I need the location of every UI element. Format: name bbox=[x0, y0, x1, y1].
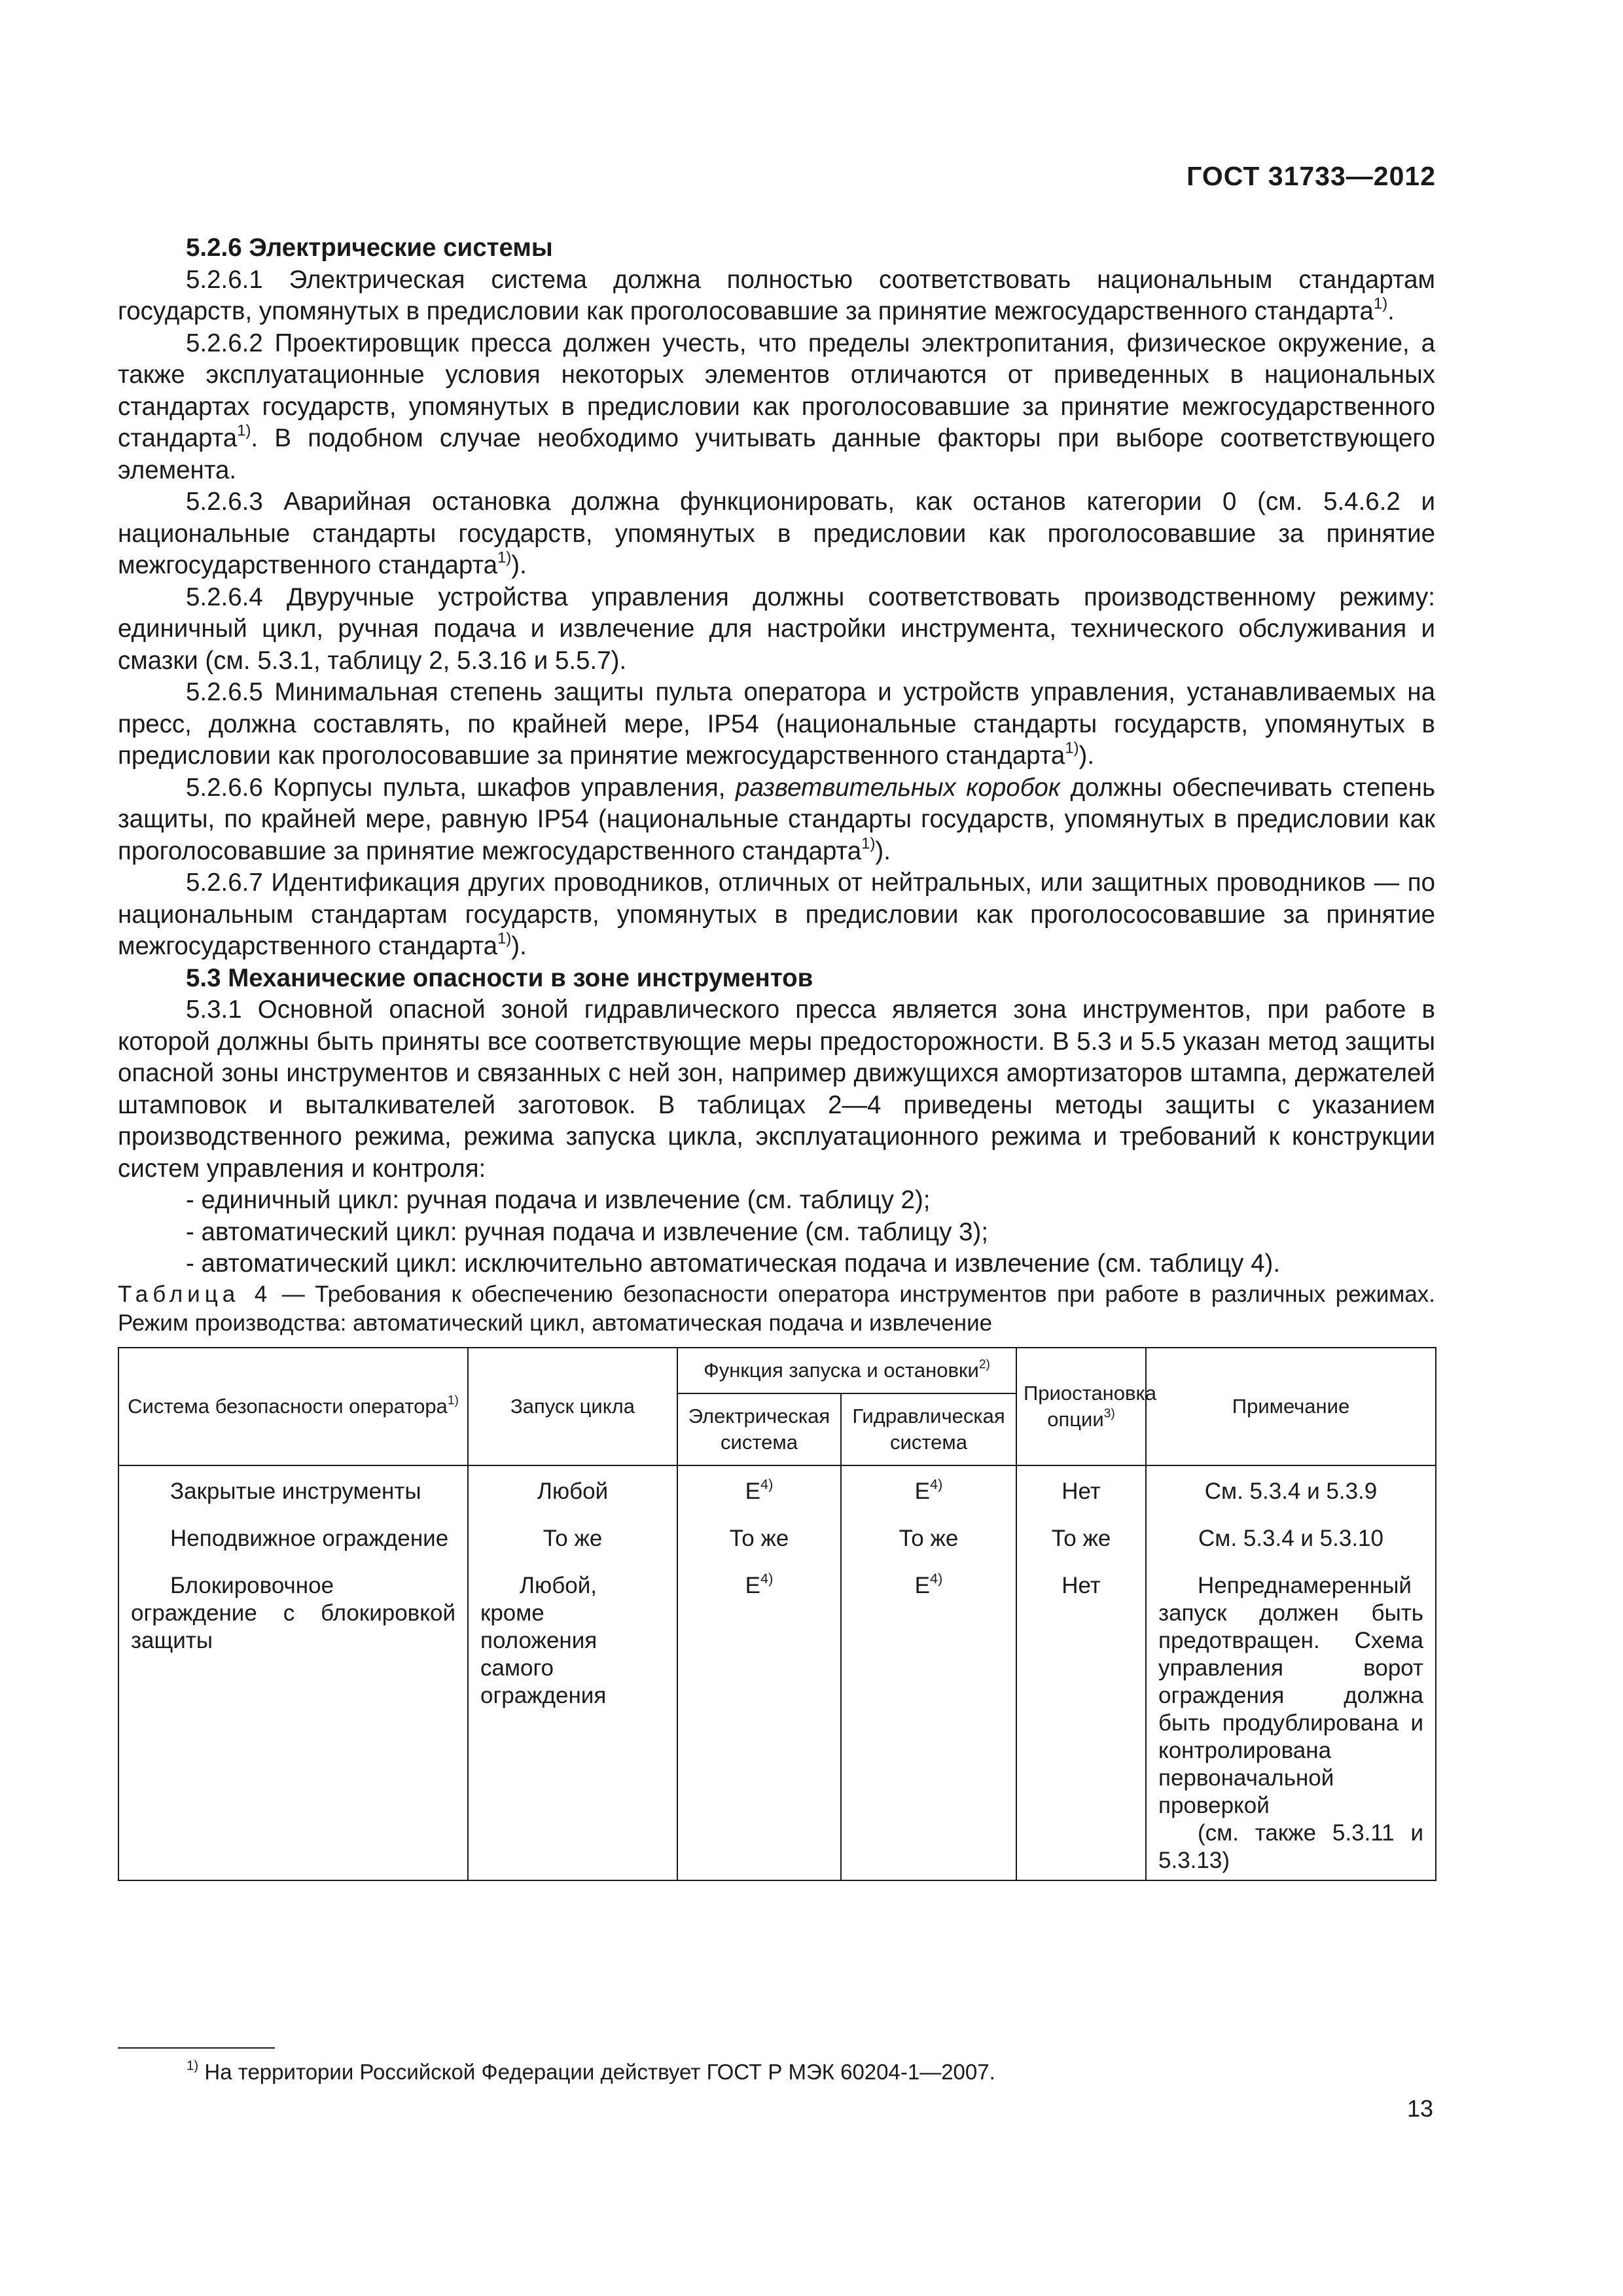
paragraph-5267: 5.2.6.7 Идентификация других проводников, отличных от нейтральных, или защитных проводников — по национальным стандартам государств, упомянутых в предисловии как проголососовавшие за принятие межгосударственного стандарта$^{1)}$). bbox=[118, 869, 1435, 960]
cell-system: Блокировочное ограждение с блокировкой защиты bbox=[118, 1570, 468, 1880]
cell-pause: Нет bbox=[1016, 1465, 1146, 1522]
table-row bbox=[118, 1570, 1436, 1880]
paragraph-5261: 5.2.6.1 Электрическая система должна полностью соответствовать национальным стандартам государств, упомянутых в предисловии как проголосовавшие за принятие межгосударственного стандарта$^{1)}$. bbox=[118, 265, 1435, 325]
list-item: - единичный цикл: ручная подача и извлечение (см. таблицу 2); bbox=[186, 1186, 931, 1214]
cell-note: См. 5.3.4 и 5.3.9 bbox=[1146, 1465, 1436, 1522]
requirements-table bbox=[118, 1347, 1436, 1881]
cell-system: Закрытые инструменты bbox=[118, 1465, 468, 1522]
cell-pause: Нет bbox=[1016, 1570, 1146, 1880]
paragraph-5263: 5.2.6.3 Аварийная остановка должна функционировать, как останов категории 0 (см. 5.4.6.2 и национальные стандарты государств, упомянутых в предисловии как проголосовавшие за принятие межгосударственного стандарта$^{1)}$). bbox=[118, 488, 1435, 579]
header-start: Запуск цикла bbox=[468, 1348, 677, 1465]
cell-start: Любой, кроме положения самого ограждения bbox=[468, 1570, 677, 1880]
cell-hydraulic: То же bbox=[841, 1522, 1016, 1570]
paragraph-5264: 5.2.6.4 Двуручные устройства управления должны соответствовать производственному режиму: единичный цикл, ручная подача и извлечение для настройки инструмента, технического обслуживания и смазки (см. 5.3.1, таблицу 2, 5.3.16 и 5.5.7). bbox=[118, 583, 1435, 675]
paragraph-5266: 5.2.6.6 Корпусы пульта, шкафов управления, разветвительных коробок должны обеспечивать степень защиты, по крайней мере, равную IP54 (национальные стандарты государств, упомянутых в предисловии как проголосовавшие за принятие межгосударственного стандарта$^{1)}$). bbox=[118, 773, 1435, 865]
paragraph-531: 5.3.1 Основной опасной зоной гидравлического пресса является зона инструментов, при работе в которой должны быть приняты все соответствующие меры предосторожности. В 5.3 и 5.5 указан метод защиты опасной зоны инструментов и связанных с ней зон, например движущихся амортизаторов штампа, держателей штамповок и выталкивателей заготовок. В таблицах 2—4 приведены методы защиты с указанием производственного режима, режима запуска цикла, эксплуатационного режима и требований к конструкции систем управления и контроля: bbox=[118, 996, 1435, 1183]
header-system: Система безопасности оператора$^{1)}$ bbox=[118, 1348, 468, 1465]
cell-system: Неподвижное ограждение bbox=[118, 1522, 468, 1570]
header-pause: Приостановка опции$^{3)}$ bbox=[1016, 1348, 1146, 1465]
list-item: - автоматический цикл: ручная подача и извлечение (см. таблицу 3); bbox=[186, 1217, 989, 1246]
cell-pause: То же bbox=[1016, 1522, 1146, 1570]
table-row bbox=[118, 1522, 1436, 1570]
cell-note bbox=[1146, 1570, 1436, 1880]
page-number: 13 bbox=[1406, 2095, 1433, 2122]
cell-note: См. 5.3.4 и 5.3.10 bbox=[1146, 1522, 1436, 1570]
header-electric: Электрическая система bbox=[677, 1393, 841, 1465]
cell-electric: То же bbox=[677, 1522, 841, 1570]
document-body bbox=[118, 232, 1435, 1881]
note-text: Непреднамеренный запуск должен быть предотвращен. Схема управления ворот ограждения должна быть продублирована и контролирована первоначальной проверкой bbox=[1158, 1572, 1424, 1818]
table-row bbox=[118, 1465, 1436, 1522]
paragraph-5265: 5.2.6.5 Минимальная степень защиты пульта оператора и устройств управления, устанавливаемых на пресс, должна составлять, по крайней мере, IP54 (национальные стандарты государств, упомянутых в предисловии как проголосовавшие за принятие межгосударственного стандарта$^{1)}$). bbox=[118, 678, 1435, 770]
cell-electric: $E^{4)}$ bbox=[677, 1570, 841, 1880]
list-item: - автоматический цикл: исключительно автоматическая подача и извлечение (см. таблицу 4). bbox=[186, 1249, 1281, 1278]
header-hydraulic: Гидравлическая система bbox=[841, 1393, 1016, 1465]
cell-hydraulic: $E^{4)}$ bbox=[841, 1465, 1016, 1522]
note-reference: (см. также 5.3.11 и 5.3.13) bbox=[1158, 1820, 1424, 1873]
footnote: $^{1)}$ На территории Российской Федерации действует ГОСТ Р МЭК 60204-1—2007. bbox=[187, 2058, 995, 2084]
cell-hydraulic: $E^{4)}$ bbox=[841, 1570, 1016, 1880]
cell-start: Любой bbox=[468, 1465, 677, 1522]
cell-electric: $E^{4)}$ bbox=[677, 1465, 841, 1522]
cell-start: То же bbox=[468, 1522, 677, 1570]
section-heading-53: 5.3 Механические опасности в зоне инструментов bbox=[186, 963, 813, 992]
standard-number: ГОСТ 31733—2012 bbox=[1186, 161, 1436, 191]
header-note: Примечание bbox=[1146, 1348, 1436, 1465]
table-caption: Таблица 4 — Требования к обеспечению безопасности оператора инструментов при работе в различных режимах. Режим производства: автоматический цикл, автоматическая подача и извлечение bbox=[118, 1281, 1436, 1336]
header-function: Функция запуска и остановки$^{2)}$ bbox=[677, 1348, 1016, 1393]
paragraph-5262: 5.2.6.2 Проектировщик пресса должен учесть, что пределы электропитания, физическое окружение, а также эксплуатационные условия некоторых элементов отличаются от приведенных в национальных стандартах государств, упомянутых в предисловии как проголосовавшие за принятие межгосударственного стандарта$^{1)}$. В подобном случае необходимо учитывать данные факторы при выборе соответствующего элемента. bbox=[118, 329, 1435, 484]
section-heading-526: 5.2.6 Электрические системы bbox=[186, 234, 553, 262]
footnote-divider bbox=[118, 2047, 275, 2049]
